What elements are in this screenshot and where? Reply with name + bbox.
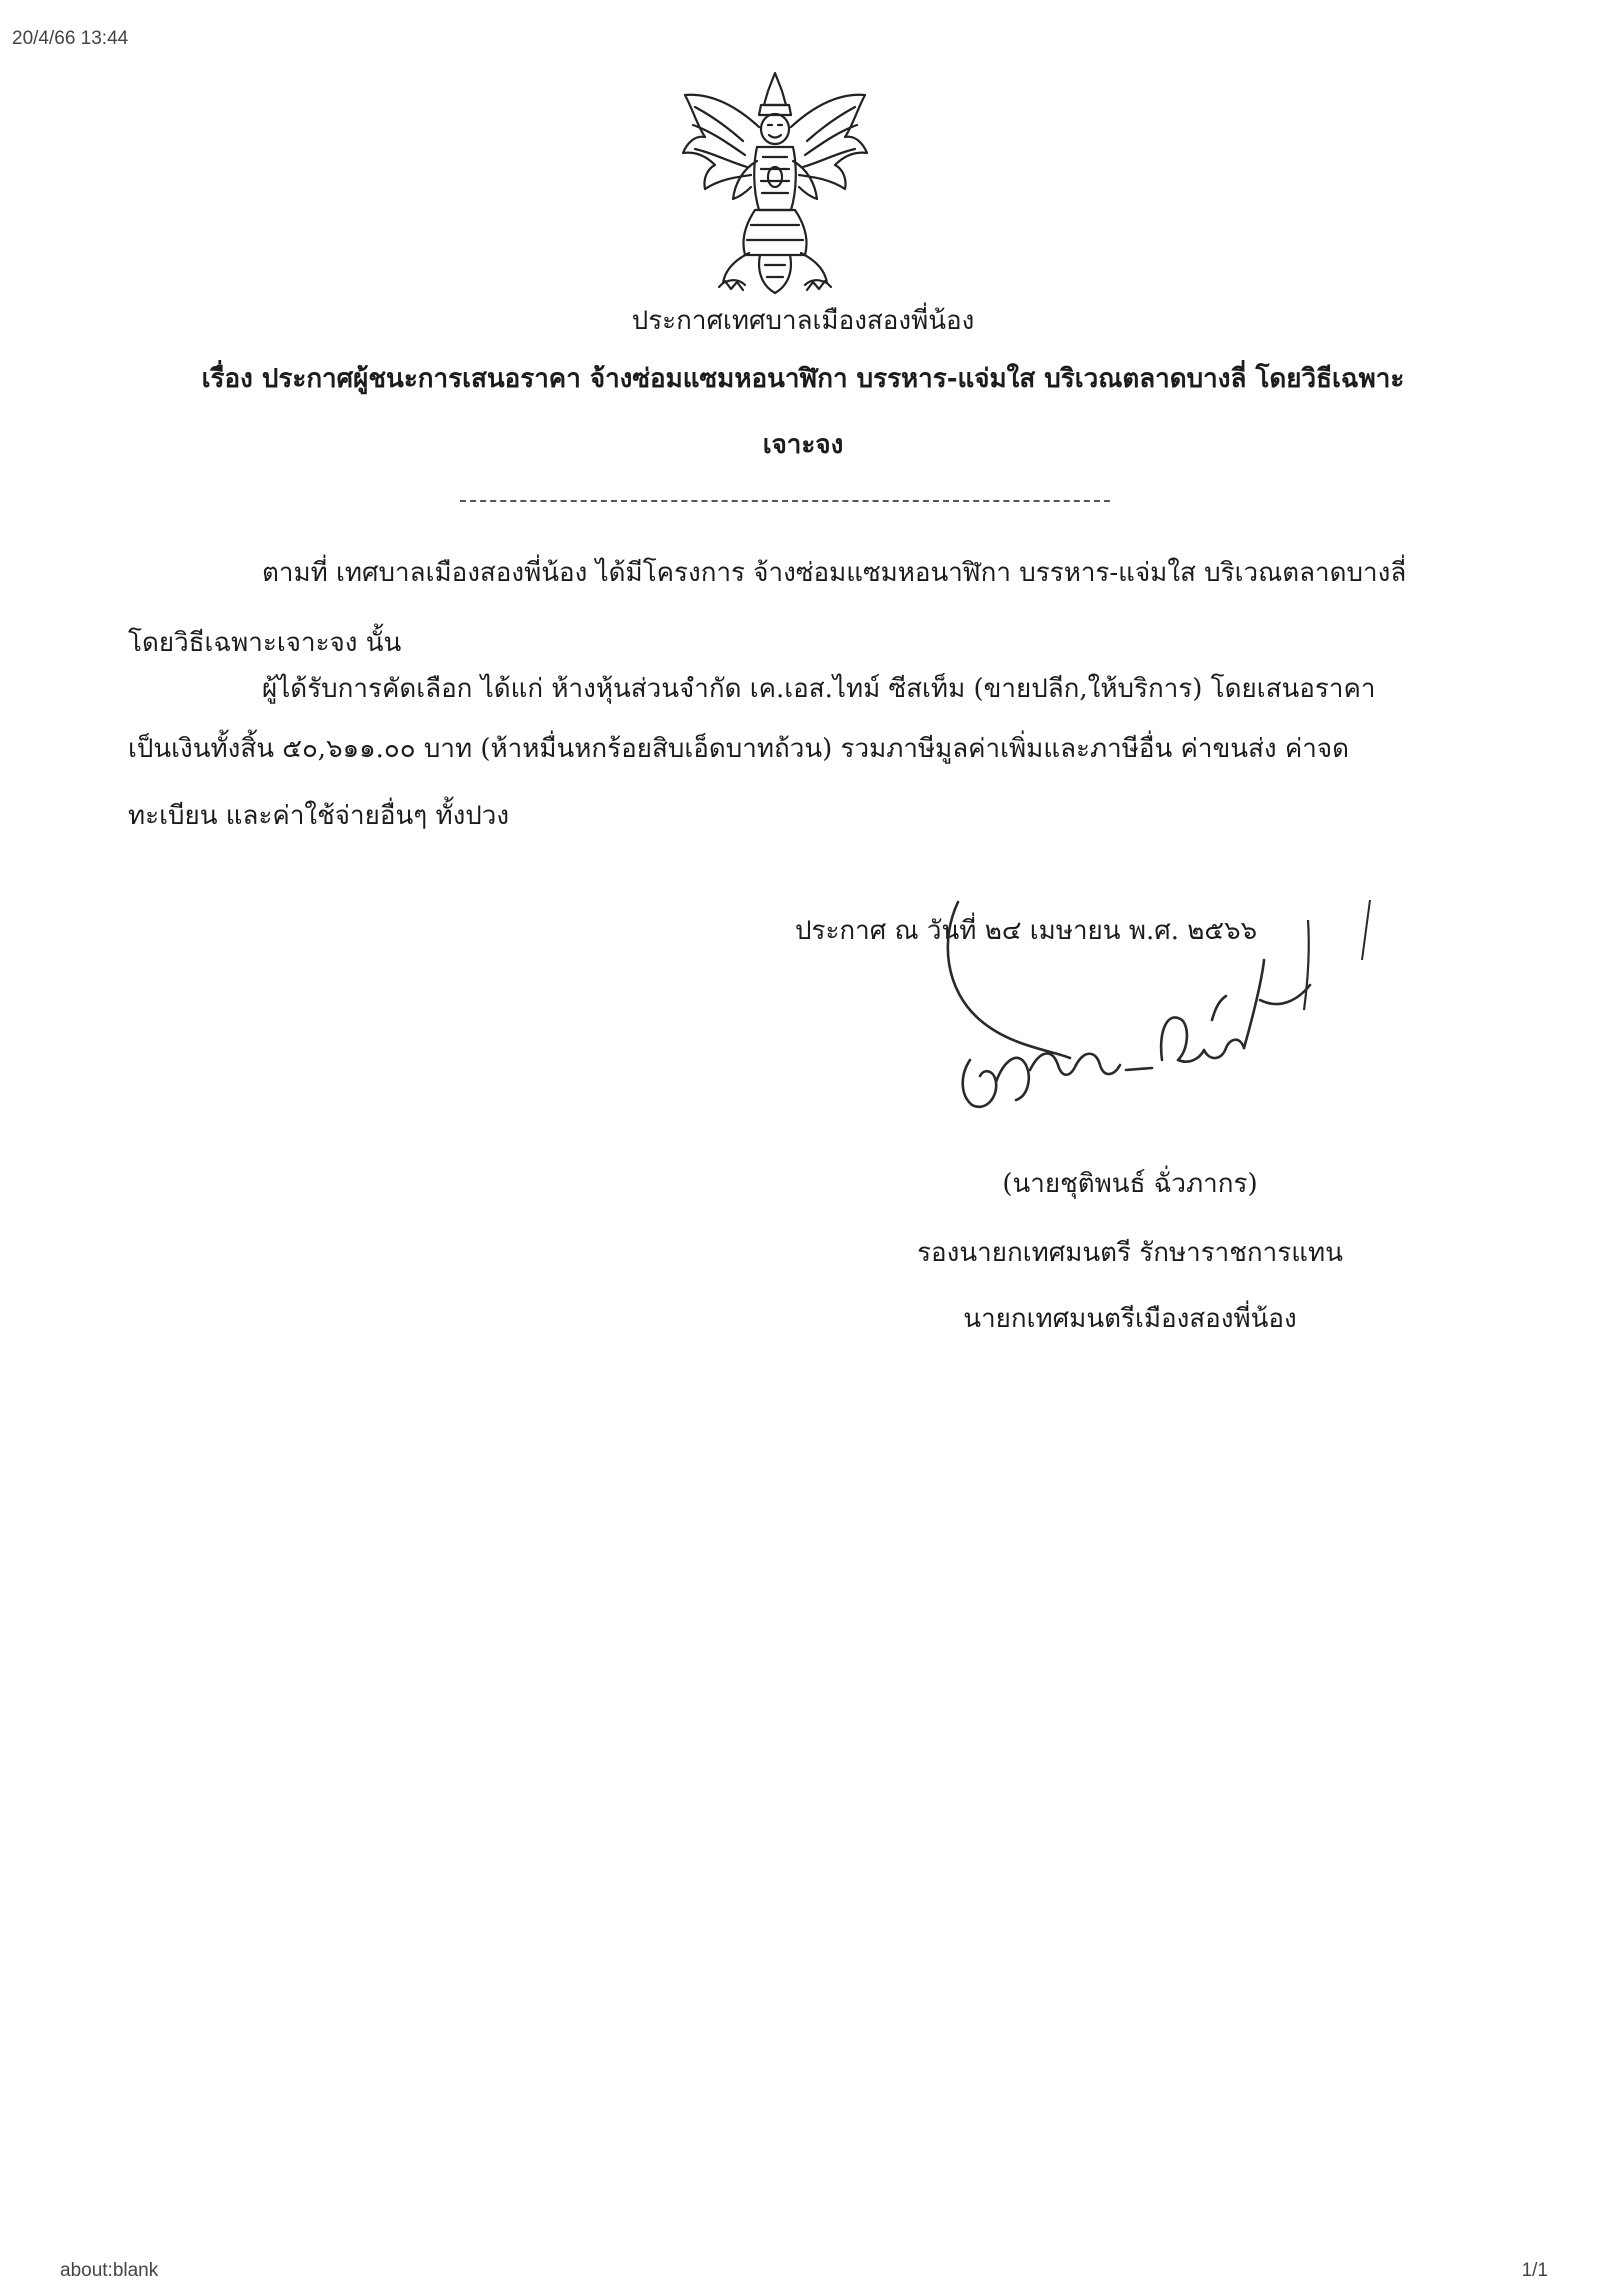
signer-position-1: รองนายกเทศมนตรี รักษาราชการแทน bbox=[917, 1238, 1343, 1268]
dashed-divider bbox=[460, 500, 1110, 502]
paragraph2-line1: ผู้ได้รับการคัดเลือก ได้แก่ ห้างหุ้นส่วนจำกัด เค.เอส.ไทม์ ซีสเท็ม (ขายปลีก,ให้บริการ) โดยเสนอราคา bbox=[262, 674, 1376, 704]
announcement-date: ประกาศ ณ วันที่ ๒๔ เมษายน พ.ศ. ๒๕๖๖ bbox=[795, 916, 1258, 946]
print-footer-url: about:blank bbox=[60, 2260, 159, 2281]
subject-line-1: เรื่อง ประกาศผู้ชนะการเสนอราคา จ้างซ่อมแซมหอนาฬิกา บรรหาร-แจ่มใส บริเวณตลาดบางลี่ โดยวิธีเฉพาะ bbox=[201, 364, 1405, 394]
paragraph1-line1: ตามที่ เทศบาลเมืองสองพี่น้อง ได้มีโครงการ จ้างซ่อมแซมหอนาฬิกา บรรหาร-แจ่มใส บริเวณตลาดบางลี่ bbox=[262, 558, 1407, 588]
print-footer-page: 1/1 bbox=[1521, 2260, 1548, 2281]
signer-name: (นายชุติพนธ์ ฉั่วภากร) bbox=[1002, 1169, 1258, 1199]
subject-line-2: เจาะจง bbox=[762, 430, 844, 460]
print-header-datetime: 20/4/66 13:44 bbox=[12, 28, 129, 49]
document-title: ประกาศเทศบาลเมืองสองพี่น้อง bbox=[631, 306, 975, 336]
paragraph1-line2: โดยวิธีเฉพาะเจาะจง นั้น bbox=[128, 628, 402, 658]
handwritten-signature bbox=[900, 900, 1380, 1140]
paragraph2-line2: เป็นเงินทั้งสิ้น ๕๐,๖๑๑.๐๐ บาท (ห้าหมื่นหกร้อยสิบเอ็ดบาทถ้วน) รวมภาษีมูลค่าเพิ่มและภาษีอื่น ค่าขนส่ง ค่าจด bbox=[128, 734, 1349, 764]
paragraph2-line3: ทะเบียน และค่าใช้จ่ายอื่นๆ ทั้งปวง bbox=[128, 801, 510, 831]
signer-position-2: นายกเทศมนตรีเมืองสองพี่น้อง bbox=[963, 1304, 1297, 1334]
garuda-emblem-icon bbox=[665, 65, 885, 300]
